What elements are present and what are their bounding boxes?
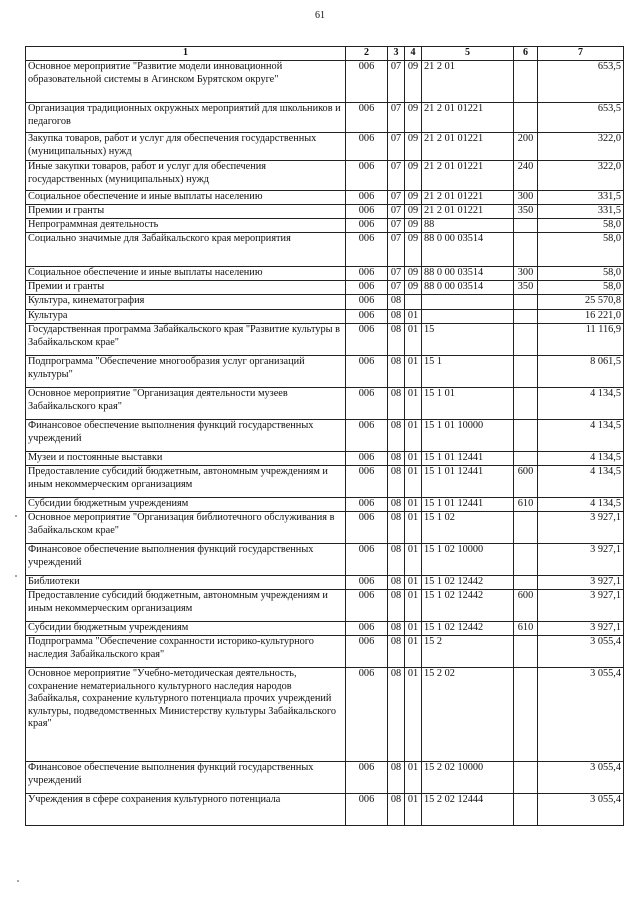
row-name-cell: Социальное обеспечение и иные выплаты населению	[26, 191, 346, 205]
row-expense-type-cell: 350	[514, 281, 538, 295]
row-section-cell: 07	[388, 191, 405, 205]
row-ministry-code-cell: 006	[346, 267, 388, 281]
row-expense-type-cell	[514, 356, 538, 388]
row-expense-type-cell: 610	[514, 622, 538, 636]
row-amount-cell: 4 134,5	[538, 452, 624, 466]
table-row	[26, 466, 624, 498]
row-subsection-cell: 01	[405, 420, 422, 452]
row-section-cell: 08	[388, 544, 405, 576]
row-subsection-cell: 09	[405, 205, 422, 219]
row-subsection-cell: 01	[405, 498, 422, 512]
row-expense-type-cell	[514, 420, 538, 452]
row-ministry-code-cell: 006	[346, 233, 388, 267]
row-amount-cell: 4 134,5	[538, 420, 624, 452]
table-row	[26, 205, 624, 219]
row-target-code-cell: 15 2	[422, 636, 514, 668]
row-target-code-cell	[422, 295, 514, 310]
scan-speck	[15, 575, 17, 577]
table-row	[26, 636, 624, 668]
row-target-code-cell: 15 1 02 10000	[422, 544, 514, 576]
row-target-code-cell: 15 2 02 12444	[422, 794, 514, 826]
row-ministry-code-cell: 006	[346, 512, 388, 544]
row-amount-cell: 11 116,9	[538, 324, 624, 356]
row-amount-cell: 3 927,1	[538, 622, 624, 636]
table-row	[26, 310, 624, 324]
row-ministry-code-cell: 006	[346, 466, 388, 498]
row-amount-cell: 3 927,1	[538, 590, 624, 622]
table-row	[26, 668, 624, 762]
row-section-cell: 07	[388, 205, 405, 219]
row-subsection-cell: 01	[405, 576, 422, 590]
row-amount-cell: 3 927,1	[538, 512, 624, 544]
row-subsection-cell: 01	[405, 512, 422, 544]
column-header-2: 2	[346, 47, 388, 61]
row-ministry-code-cell: 006	[346, 356, 388, 388]
row-amount-cell: 3 055,4	[538, 794, 624, 826]
row-subsection-cell	[405, 295, 422, 310]
table-row	[26, 295, 624, 310]
row-section-cell: 08	[388, 590, 405, 622]
table-row	[26, 576, 624, 590]
row-subsection-cell: 01	[405, 356, 422, 388]
row-ministry-code-cell: 006	[346, 281, 388, 295]
row-amount-cell: 58,0	[538, 233, 624, 267]
row-name-cell: Государственная программа Забайкальского края "Развитие культуры в Забайкальском крае"	[26, 324, 346, 356]
row-expense-type-cell	[514, 512, 538, 544]
row-section-cell: 08	[388, 636, 405, 668]
table-row	[26, 512, 624, 544]
row-section-cell: 07	[388, 61, 405, 103]
row-section-cell: 08	[388, 576, 405, 590]
row-expense-type-cell	[514, 794, 538, 826]
row-amount-cell: 331,5	[538, 191, 624, 205]
row-name-cell: Социальное обеспечение и иные выплаты населению	[26, 267, 346, 281]
row-expense-type-cell	[514, 61, 538, 103]
row-target-code-cell: 15 1 02	[422, 512, 514, 544]
row-section-cell: 08	[388, 668, 405, 762]
column-header-4: 4	[405, 47, 422, 61]
row-target-code-cell: 15 1 01	[422, 388, 514, 420]
row-name-cell: Предоставление субсидий бюджетным, автономным учреждениям и иным некоммерческим организациям	[26, 466, 346, 498]
row-section-cell: 07	[388, 281, 405, 295]
row-ministry-code-cell: 006	[346, 668, 388, 762]
row-name-cell: Культура	[26, 310, 346, 324]
row-ministry-code-cell: 006	[346, 576, 388, 590]
row-name-cell: Финансовое обеспечение выполнения функций государственных учреждений	[26, 544, 346, 576]
row-target-code-cell: 15 1 02 12442	[422, 590, 514, 622]
row-name-cell: Финансовое обеспечение выполнения функций государственных учреждений	[26, 420, 346, 452]
row-section-cell: 08	[388, 512, 405, 544]
row-ministry-code-cell: 006	[346, 544, 388, 576]
row-ministry-code-cell: 006	[346, 622, 388, 636]
row-name-cell: Подпрограмма "Обеспечение сохранности историко-культурного наследия Забайкальского края"	[26, 636, 346, 668]
row-ministry-code-cell: 006	[346, 219, 388, 233]
row-target-code-cell: 15 1 01 10000	[422, 420, 514, 452]
row-target-code-cell: 88 0 00 03514	[422, 267, 514, 281]
row-expense-type-cell: 240	[514, 161, 538, 191]
row-target-code-cell: 88 0 00 03514	[422, 233, 514, 267]
row-expense-type-cell	[514, 452, 538, 466]
row-ministry-code-cell: 006	[346, 452, 388, 466]
row-section-cell: 08	[388, 356, 405, 388]
row-ministry-code-cell: 006	[346, 310, 388, 324]
row-subsection-cell: 01	[405, 668, 422, 762]
row-section-cell: 07	[388, 233, 405, 267]
row-target-code-cell: 21 2 01 01221	[422, 133, 514, 161]
row-amount-cell: 16 221,0	[538, 310, 624, 324]
row-expense-type-cell: 600	[514, 466, 538, 498]
table-row	[26, 281, 624, 295]
row-target-code-cell: 15 1 02 12442	[422, 622, 514, 636]
row-amount-cell: 331,5	[538, 205, 624, 219]
table-row	[26, 544, 624, 576]
row-expense-type-cell	[514, 576, 538, 590]
row-name-cell: Культура, кинематография	[26, 295, 346, 310]
row-amount-cell: 58,0	[538, 219, 624, 233]
column-header-1: 1	[26, 47, 346, 61]
row-subsection-cell: 09	[405, 161, 422, 191]
row-expense-type-cell: 350	[514, 205, 538, 219]
row-subsection-cell: 01	[405, 452, 422, 466]
row-subsection-cell: 09	[405, 61, 422, 103]
row-target-code-cell: 15	[422, 324, 514, 356]
row-target-code-cell: 15 2 02 10000	[422, 762, 514, 794]
row-expense-type-cell: 200	[514, 133, 538, 161]
row-amount-cell: 4 134,5	[538, 498, 624, 512]
row-subsection-cell: 01	[405, 324, 422, 356]
table-row	[26, 420, 624, 452]
column-header-5: 5	[422, 47, 514, 61]
row-target-code-cell: 15 1 02 12442	[422, 576, 514, 590]
table-row	[26, 794, 624, 826]
row-ministry-code-cell: 006	[346, 420, 388, 452]
table-row	[26, 762, 624, 794]
row-target-code-cell: 21 2 01	[422, 61, 514, 103]
row-ministry-code-cell: 006	[346, 61, 388, 103]
row-section-cell: 08	[388, 452, 405, 466]
row-target-code-cell: 21 2 01 01221	[422, 103, 514, 133]
row-amount-cell: 8 061,5	[538, 356, 624, 388]
row-subsection-cell: 01	[405, 794, 422, 826]
column-header-7: 7	[538, 47, 624, 61]
row-subsection-cell: 09	[405, 219, 422, 233]
row-section-cell: 08	[388, 295, 405, 310]
row-expense-type-cell	[514, 636, 538, 668]
row-name-cell: Основное мероприятие "Организация библиотечного обслуживания в Забайкальском крае"	[26, 512, 346, 544]
row-amount-cell: 322,0	[538, 161, 624, 191]
row-section-cell: 08	[388, 324, 405, 356]
row-section-cell: 07	[388, 103, 405, 133]
table-row	[26, 133, 624, 161]
row-ministry-code-cell: 006	[346, 324, 388, 356]
row-name-cell: Предоставление субсидий бюджетным, автономным учреждениям и иным некоммерческим организациям	[26, 590, 346, 622]
table-row	[26, 452, 624, 466]
table-row	[26, 590, 624, 622]
row-subsection-cell: 01	[405, 544, 422, 576]
row-section-cell: 07	[388, 267, 405, 281]
row-expense-type-cell: 600	[514, 590, 538, 622]
row-subsection-cell: 09	[405, 281, 422, 295]
row-name-cell: Субсидии бюджетным учреждениям	[26, 498, 346, 512]
row-name-cell: Закупка товаров, работ и услуг для обеспечения государственных (муниципальных) нужд	[26, 133, 346, 161]
table-row	[26, 498, 624, 512]
row-name-cell: Премии и гранты	[26, 205, 346, 219]
row-target-code-cell: 21 2 01 01221	[422, 205, 514, 219]
table-row	[26, 61, 624, 103]
row-subsection-cell: 01	[405, 466, 422, 498]
row-subsection-cell: 01	[405, 636, 422, 668]
row-section-cell: 08	[388, 794, 405, 826]
row-target-code-cell: 21 2 01 01221	[422, 191, 514, 205]
budget-table	[25, 46, 624, 826]
table-row	[26, 356, 624, 388]
row-name-cell: Организация традиционных окружных мероприятий для школьников и педагогов	[26, 103, 346, 133]
row-section-cell: 08	[388, 466, 405, 498]
row-expense-type-cell: 300	[514, 267, 538, 281]
row-expense-type-cell	[514, 233, 538, 267]
row-ministry-code-cell: 006	[346, 590, 388, 622]
row-section-cell: 08	[388, 498, 405, 512]
row-amount-cell: 58,0	[538, 267, 624, 281]
row-amount-cell: 4 134,5	[538, 466, 624, 498]
row-target-code-cell: 21 2 01 01221	[422, 161, 514, 191]
row-amount-cell: 3 055,4	[538, 668, 624, 762]
row-expense-type-cell	[514, 668, 538, 762]
row-name-cell: Социально значимые для Забайкальского края мероприятия	[26, 233, 346, 267]
row-subsection-cell: 01	[405, 590, 422, 622]
row-ministry-code-cell: 006	[346, 161, 388, 191]
row-subsection-cell: 09	[405, 103, 422, 133]
table-header-row	[26, 47, 624, 61]
row-expense-type-cell	[514, 544, 538, 576]
table-row	[26, 324, 624, 356]
row-subsection-cell: 01	[405, 388, 422, 420]
row-amount-cell: 4 134,5	[538, 388, 624, 420]
row-amount-cell: 653,5	[538, 61, 624, 103]
row-section-cell: 08	[388, 420, 405, 452]
row-ministry-code-cell: 006	[346, 295, 388, 310]
row-ministry-code-cell: 006	[346, 205, 388, 219]
table-row	[26, 267, 624, 281]
row-expense-type-cell	[514, 295, 538, 310]
table-row	[26, 161, 624, 191]
row-name-cell: Учреждения в сфере сохранения культурного потенциала	[26, 794, 346, 826]
row-section-cell: 08	[388, 622, 405, 636]
row-ministry-code-cell: 006	[346, 388, 388, 420]
table-row	[26, 103, 624, 133]
column-header-6: 6	[514, 47, 538, 61]
row-target-code-cell: 15 1 01 12441	[422, 498, 514, 512]
row-ministry-code-cell: 006	[346, 498, 388, 512]
row-expense-type-cell	[514, 219, 538, 233]
scan-speck	[17, 880, 19, 882]
row-amount-cell: 3 927,1	[538, 544, 624, 576]
row-name-cell: Подпрограмма "Обеспечение многообразия услуг организаций культуры"	[26, 356, 346, 388]
table-body	[26, 61, 624, 826]
row-section-cell: 07	[388, 133, 405, 161]
row-expense-type-cell: 300	[514, 191, 538, 205]
row-subsection-cell: 01	[405, 762, 422, 794]
row-name-cell: Музеи и постоянные выставки	[26, 452, 346, 466]
row-section-cell: 07	[388, 161, 405, 191]
row-expense-type-cell	[514, 103, 538, 133]
row-name-cell: Основное мероприятие "Организация деятельности музеев Забайкальского края"	[26, 388, 346, 420]
row-section-cell: 08	[388, 388, 405, 420]
row-section-cell: 08	[388, 762, 405, 794]
row-ministry-code-cell: 006	[346, 636, 388, 668]
row-name-cell: Основное мероприятие "Развитие модели инновационной образовательной системы в Агинском Бурятском округе"	[26, 61, 346, 103]
row-name-cell: Финансовое обеспечение выполнения функций государственных учреждений	[26, 762, 346, 794]
row-target-code-cell: 88	[422, 219, 514, 233]
row-expense-type-cell	[514, 324, 538, 356]
row-section-cell: 07	[388, 219, 405, 233]
page-number: 61	[315, 10, 325, 21]
row-ministry-code-cell: 006	[346, 794, 388, 826]
row-target-code-cell: 15 1 01 12441	[422, 466, 514, 498]
row-target-code-cell: 15 1	[422, 356, 514, 388]
row-ministry-code-cell: 006	[346, 191, 388, 205]
table-row	[26, 622, 624, 636]
row-amount-cell: 25 570,8	[538, 295, 624, 310]
row-subsection-cell: 09	[405, 233, 422, 267]
row-name-cell: Премии и гранты	[26, 281, 346, 295]
scan-speck	[15, 515, 17, 517]
row-amount-cell: 653,5	[538, 103, 624, 133]
row-name-cell: Непрограммная деятельность	[26, 219, 346, 233]
row-amount-cell: 58,0	[538, 281, 624, 295]
row-name-cell: Основное мероприятие "Учебно-методическая деятельность, сохранение нематериального культурного наследия народов Забайкалья, сохранение культурного потенциала прочих учреждений культуры, подведомственных Министерству культуры Забайкальского края"	[26, 668, 346, 762]
row-amount-cell: 322,0	[538, 133, 624, 161]
table-row	[26, 219, 624, 233]
row-target-code-cell: 15 1 01 12441	[422, 452, 514, 466]
row-name-cell: Библиотеки	[26, 576, 346, 590]
row-name-cell: Субсидии бюджетным учреждениям	[26, 622, 346, 636]
row-expense-type-cell	[514, 762, 538, 794]
row-subsection-cell: 09	[405, 191, 422, 205]
row-ministry-code-cell: 006	[346, 762, 388, 794]
row-target-code-cell	[422, 310, 514, 324]
row-subsection-cell: 01	[405, 310, 422, 324]
row-target-code-cell: 15 2 02	[422, 668, 514, 762]
row-amount-cell: 3 927,1	[538, 576, 624, 590]
row-ministry-code-cell: 006	[346, 103, 388, 133]
column-header-3: 3	[388, 47, 405, 61]
row-expense-type-cell: 610	[514, 498, 538, 512]
row-section-cell: 08	[388, 310, 405, 324]
row-subsection-cell: 09	[405, 133, 422, 161]
row-name-cell: Иные закупки товаров, работ и услуг для обеспечения государственных (муниципальных) нужд	[26, 161, 346, 191]
row-subsection-cell: 09	[405, 267, 422, 281]
table-row	[26, 233, 624, 267]
row-amount-cell: 3 055,4	[538, 636, 624, 668]
row-amount-cell: 3 055,4	[538, 762, 624, 794]
row-ministry-code-cell: 006	[346, 133, 388, 161]
row-target-code-cell: 88 0 00 03514	[422, 281, 514, 295]
row-subsection-cell: 01	[405, 622, 422, 636]
table-row	[26, 191, 624, 205]
row-expense-type-cell	[514, 310, 538, 324]
table-row	[26, 388, 624, 420]
row-expense-type-cell	[514, 388, 538, 420]
